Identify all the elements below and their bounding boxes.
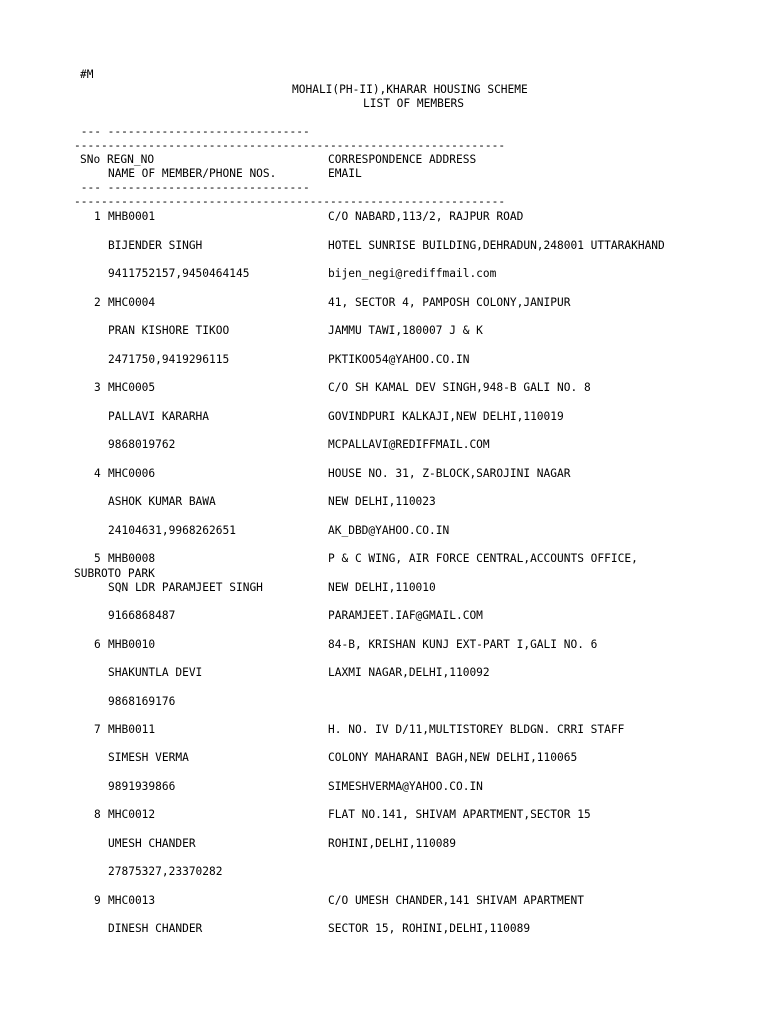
- member-sno: 5: [94, 552, 101, 565]
- member-regn: MHB0010: [108, 638, 156, 651]
- member-name: ASHOK KUMAR BAWA: [108, 495, 216, 508]
- member-address-line2: NEW DELHI,110010: [328, 581, 436, 594]
- member-name: PALLAVI KARARHA: [108, 410, 210, 423]
- member-address-line2: NEW DELHI,110023: [328, 495, 436, 508]
- member-regn: MHC0005: [108, 381, 156, 394]
- member-phone: 27875327,23370282: [108, 865, 223, 878]
- separator-short-bottom: --- ------------------------------: [74, 181, 310, 194]
- member-email: MCPALLAVI@REDIFFMAIL.COM: [328, 438, 490, 451]
- member-phone: 9868019762: [108, 438, 176, 451]
- member-address-line2: ROHINI,DELHI,110089: [328, 837, 456, 850]
- member-name: SQN LDR PARAMJEET SINGH: [108, 581, 263, 594]
- column-header-address: CORRESPONDENCE ADDRESS: [328, 153, 477, 166]
- member-email: bijen_negi@rediffmail.com: [328, 267, 497, 280]
- header-mark: #M: [80, 68, 94, 81]
- member-address-line1: C/O UMESH CHANDER,141 SHIVAM APARTMENT: [328, 894, 584, 907]
- member-phone: 9868169176: [108, 695, 176, 708]
- member-address-line2: SECTOR 15, ROHINI,DELHI,110089: [328, 922, 531, 935]
- member-name: UMESH CHANDER: [108, 837, 196, 850]
- member-name: SHAKUNTLA DEVI: [108, 666, 203, 679]
- member-phone: 24104631,9968262651: [108, 524, 236, 537]
- member-name: DINESH CHANDER: [108, 922, 203, 935]
- member-address-line1: H. NO. IV D/11,MULTISTOREY BLDGN. CRRI STAFF: [328, 723, 625, 736]
- column-header-sno-regn: SNo REGN_NO: [80, 153, 155, 166]
- member-email: PARAMJEET.IAF@GMAIL.COM: [328, 609, 483, 622]
- member-regn: MHC0004: [108, 296, 156, 309]
- member-address-line1: P & C WING, AIR FORCE CENTRAL,ACCOUNTS OFFICE,: [328, 552, 638, 565]
- member-sno: 4: [94, 467, 101, 480]
- member-email: PKTIKOO54@YAHOO.CO.IN: [328, 353, 470, 366]
- member-sno: 2: [94, 296, 101, 309]
- member-phone: 9166868487: [108, 609, 176, 622]
- member-phone: 9891939866: [108, 780, 176, 793]
- member-email: SIMESHVERMA@YAHOO.CO.IN: [328, 780, 483, 793]
- member-sno: 8: [94, 808, 101, 821]
- member-address-line1: HOUSE NO. 31, Z-BLOCK,SAROJINI NAGAR: [328, 467, 571, 480]
- document-subtitle: LIST OF MEMBERS: [363, 97, 465, 110]
- member-name: SIMESH VERMA: [108, 751, 189, 764]
- member-address-wrap: SUBROTO PARK: [74, 567, 155, 580]
- separator-long-bottom: ----------------------------------------------------------------: [74, 195, 506, 208]
- member-regn: MHB0011: [108, 723, 156, 736]
- member-address-line2: LAXMI NAGAR,DELHI,110092: [328, 666, 490, 679]
- member-address-line1: C/O NABARD,113/2, RAJPUR ROAD: [328, 210, 524, 223]
- member-sno: 3: [94, 381, 101, 394]
- separator-short-top: --- ------------------------------: [74, 125, 310, 138]
- member-phone: 2471750,9419296115: [108, 353, 230, 366]
- member-regn: MHC0012: [108, 808, 156, 821]
- member-address-line2: JAMMU TAWI,180007 J & K: [328, 324, 483, 337]
- column-header-name-phone: NAME OF MEMBER/PHONE NOS.: [108, 167, 277, 180]
- column-header-email: EMAIL: [328, 167, 362, 180]
- member-email: AK_DBD@YAHOO.CO.IN: [328, 524, 450, 537]
- member-address-line2: HOTEL SUNRISE BUILDING,DEHRADUN,248001 UTTARAKHAND: [328, 239, 665, 252]
- member-regn: MHB0008: [108, 552, 156, 565]
- member-sno: 6: [94, 638, 101, 651]
- member-sno: 1: [94, 210, 101, 223]
- member-name: PRAN KISHORE TIKOO: [108, 324, 230, 337]
- member-regn: MHB0001: [108, 210, 156, 223]
- member-address-line2: COLONY MAHARANI BAGH,NEW DELHI,110065: [328, 751, 578, 764]
- member-phone: 9411752157,9450464145: [108, 267, 250, 280]
- document-title: MOHALI(PH-II),KHARAR HOUSING SCHEME: [292, 83, 528, 96]
- member-address-line1: C/O SH KAMAL DEV SINGH,948-B GALI NO. 8: [328, 381, 591, 394]
- member-regn: MHC0013: [108, 894, 156, 907]
- separator-long-top: ----------------------------------------------------------------: [74, 139, 506, 152]
- member-address-line2: GOVINDPURI KALKAJI,NEW DELHI,110019: [328, 410, 564, 423]
- member-address-line1: 84-B, KRISHAN KUNJ EXT-PART I,GALI NO. 6: [328, 638, 598, 651]
- member-sno: 9: [94, 894, 101, 907]
- member-regn: MHC0006: [108, 467, 156, 480]
- member-name: BIJENDER SINGH: [108, 239, 203, 252]
- member-address-line1: FLAT NO.141, SHIVAM APARTMENT,SECTOR 15: [328, 808, 591, 821]
- member-address-line1: 41, SECTOR 4, PAMPOSH COLONY,JANIPUR: [328, 296, 571, 309]
- member-sno: 7: [94, 723, 101, 736]
